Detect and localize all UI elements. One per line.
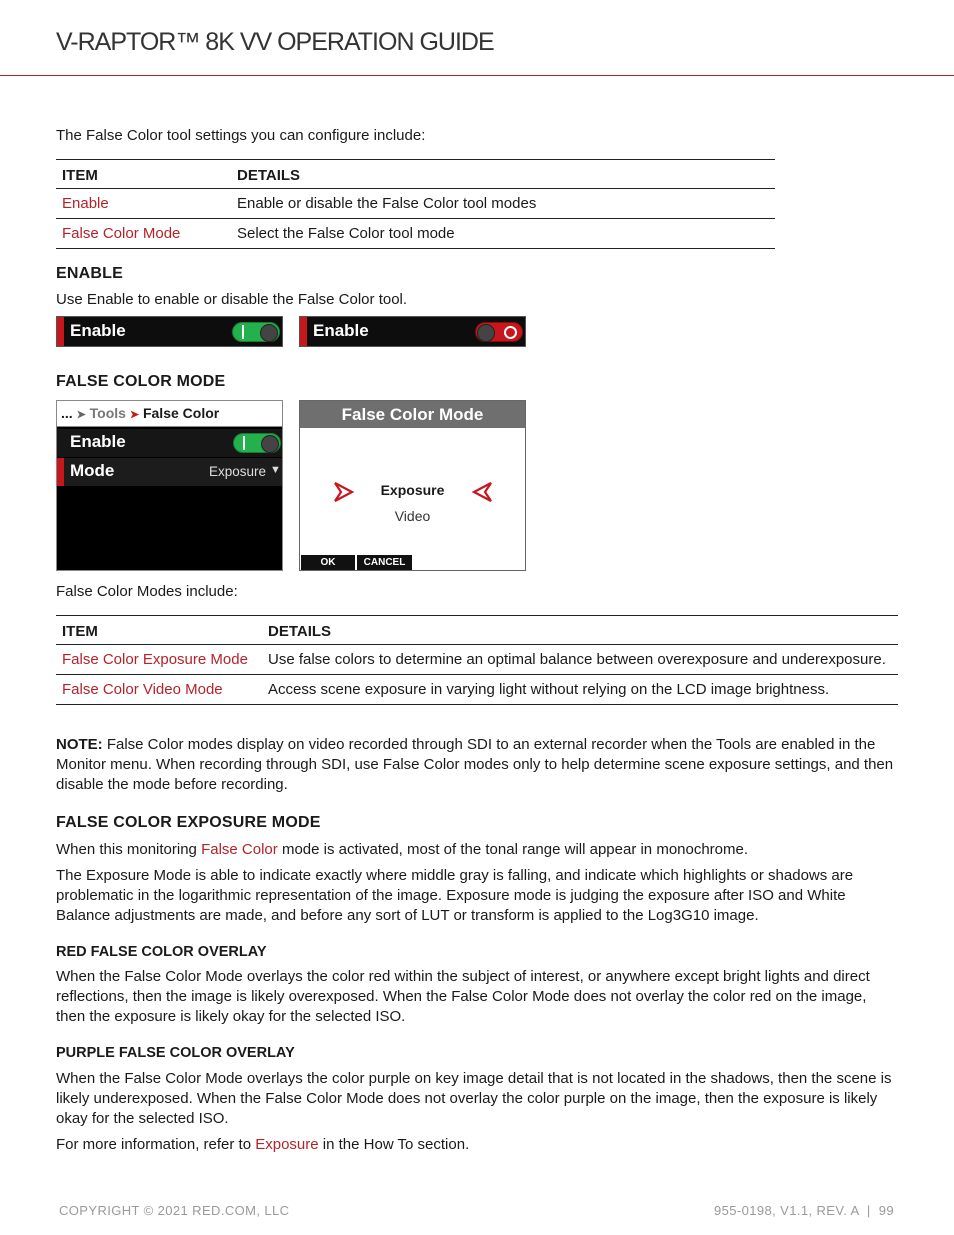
mode-value: Exposure <box>209 464 267 479</box>
chevron-right-icon: ➤ <box>76 409 86 421</box>
footer-copyright: COPYRIGHT © 2021 RED.COM, LLC <box>59 1203 290 1218</box>
heading-exposure-mode: FALSE COLOR EXPOSURE MODE <box>56 814 321 831</box>
exposure-paragraph-2: The Exposure Mode is able to indicate exactly where middle gray is falling, and indicate which highlights or shadows are problematic in the logarithmic representation of the image. Exposure mode is judging the exposure after ISO and White Balance adjustments are made, and before any sort of LUT or transform is applied to the Log3G10 image. <box>56 867 854 924</box>
off-indicator-icon <box>504 326 517 339</box>
table-cell-details: Enable or disable the False Color tool modes <box>231 189 775 219</box>
text-span: mode is activated, most of the tonal range will appear in monochrome. <box>277 841 749 858</box>
text-span: in the How To section. <box>318 1136 470 1153</box>
heading-false-color-mode: FALSE COLOR MODE <box>56 373 226 390</box>
menu-item-mode[interactable] <box>57 458 282 486</box>
exposure-paragraph-1 <box>56 840 898 860</box>
false-color-menu-panel <box>56 400 283 571</box>
toggle-on[interactable] <box>232 322 280 342</box>
note-label: NOTE: <box>56 736 103 753</box>
table-row <box>56 189 775 219</box>
toggle-knob <box>260 324 278 342</box>
toggle-knob <box>477 324 495 342</box>
dialog-title: False Color Mode <box>300 401 525 428</box>
table-header-details: DETAILS <box>262 616 898 645</box>
menu-item-label: Enable <box>70 432 126 451</box>
option-selected[interactable]: Exposure <box>380 482 445 498</box>
header-rule <box>0 75 954 76</box>
toggle-on[interactable] <box>233 433 281 453</box>
ok-button[interactable]: OK <box>301 555 355 570</box>
heading-red-overlay: RED FALSE COLOR OVERLAY <box>56 944 267 960</box>
on-indicator-icon <box>242 325 244 339</box>
footer-page-info: 955-0198, V1.1, REV. A | 99 <box>713 1203 894 1218</box>
menu-item-enable[interactable] <box>57 429 282 457</box>
enable-description: Use Enable to enable or disable the False Color tool. <box>56 291 408 308</box>
table-row <box>56 219 775 249</box>
toggle-knob <box>261 435 279 453</box>
text-span: For more information, refer to <box>56 1136 256 1153</box>
false-color-mode-dialog <box>299 400 526 571</box>
link-exposure[interactable]: Exposure <box>255 1136 319 1153</box>
more-info-paragraph <box>56 1135 469 1155</box>
breadcrumb-current: False Color <box>142 405 220 421</box>
table-row <box>56 675 898 705</box>
selection-bar <box>300 317 307 346</box>
text-span: When this monitoring <box>56 841 202 858</box>
intro-text: The False Color tool settings you can configure include: <box>56 127 426 144</box>
selection-bar <box>57 458 64 486</box>
enable-row-off[interactable] <box>299 316 526 347</box>
heading-enable: ENABLE <box>56 265 123 282</box>
link-false-color-exposure-mode[interactable]: False Color Exposure Mode <box>56 645 262 675</box>
purple-overlay-text: When the False Color Mode overlays the color purple on key image detail that is not located in the shadows, then the scene is likely underexposed. When the False Color Mode does not overlay the color purple on the image, then the exposure is likely okay for the selected ISO. <box>56 1070 892 1127</box>
link-false-color-video-mode[interactable]: False Color Video Mode <box>56 675 262 705</box>
breadcrumb-tools[interactable]: Tools <box>89 405 126 421</box>
table-cell-details: Select the False Color tool mode <box>231 219 775 249</box>
selection-bar <box>57 317 64 346</box>
note-paragraph <box>56 735 898 795</box>
note-text: False Color modes display on video recorded through SDI to an external recorder when the Tools are enabled in the Monitor menu. When recording through SDI, use False Color modes only to help determine scene exposure settings, and then disable the mode before recording. <box>56 736 894 793</box>
toggle-off[interactable] <box>475 322 523 342</box>
enable-label-off: Enable <box>313 321 369 340</box>
chevron-right-icon: ➤ <box>129 409 140 421</box>
chevron-down-icon: ▼ <box>270 464 281 476</box>
table-cell-details: Access scene exposure in varying light without relying on the LCD image brightness. <box>262 675 898 705</box>
cancel-button[interactable]: CANCEL <box>357 555 412 570</box>
option-video[interactable]: Video <box>394 508 431 524</box>
table-header-item: ITEM <box>56 160 231 189</box>
breadcrumb-ellipsis[interactable]: ... <box>61 405 73 421</box>
link-enable[interactable]: Enable <box>56 189 231 219</box>
enable-row-on[interactable] <box>56 316 283 347</box>
modes-table <box>56 615 898 705</box>
on-indicator-icon <box>243 436 245 450</box>
page-header-title: V-RAPTOR™ 8K VV OPERATION GUIDE <box>56 28 494 56</box>
enable-label-on: Enable <box>70 321 126 340</box>
modes-intro: False Color Modes include: <box>56 583 238 600</box>
table-header-details: DETAILS <box>231 160 775 189</box>
table-row <box>56 645 898 675</box>
red-overlay-text: When the False Color Mode overlays the color red within the subject of interest, or anywhere except bright lights and direct reflections, then the image is likely overexposed. When the False Color Mode does not overlay the color red on the image, then the exposure is likely okay for the selected ISO. <box>56 968 870 1025</box>
arrow-left-icon <box>471 481 493 503</box>
link-false-color-mode[interactable]: False Color Mode <box>56 219 231 249</box>
settings-table <box>56 159 775 249</box>
breadcrumb <box>57 401 282 427</box>
link-false-color[interactable]: False Color <box>201 841 278 858</box>
heading-purple-overlay: PURPLE FALSE COLOR OVERLAY <box>56 1045 295 1061</box>
table-header-item: ITEM <box>56 616 262 645</box>
menu-item-label: Mode <box>70 461 115 480</box>
table-cell-details: Use false colors to determine an optimal balance between overexposure and underexposure. <box>262 645 898 675</box>
